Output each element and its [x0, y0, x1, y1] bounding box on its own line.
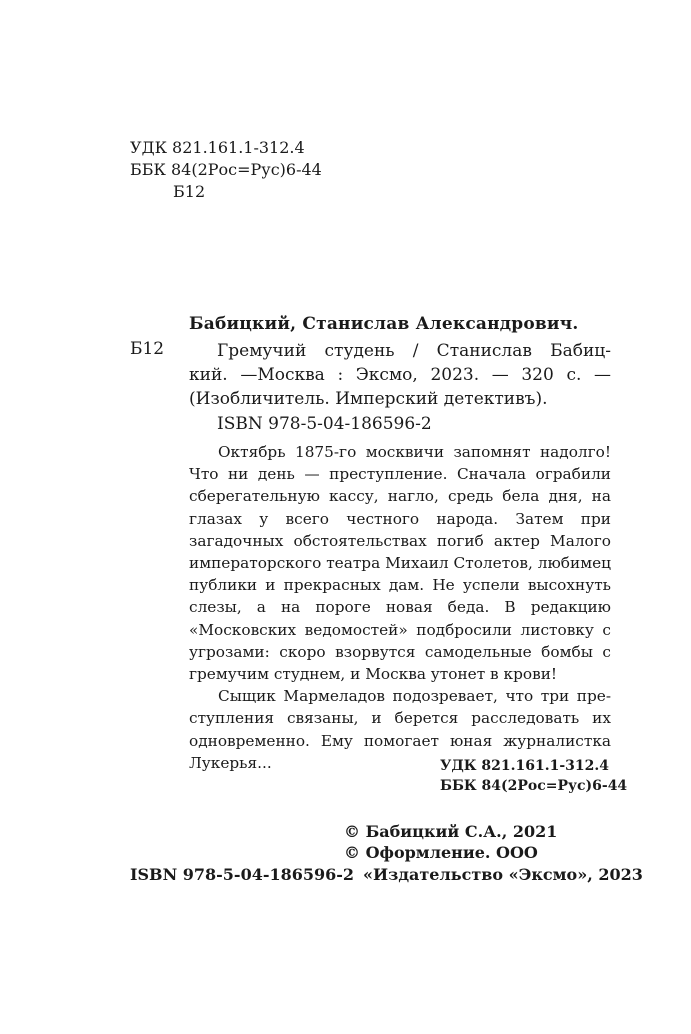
- author-mark-top: Б12: [173, 182, 206, 201]
- annotation-paragraph: Сыщик Мармеладов подозревает, что три преступления связаны, и берется расследовать их одновременно. Ему помогает юная журналистка Лукерья...: [189, 687, 611, 772]
- description-line: кий. —Москва : Эксмо, 2023. — 320 с. —: [189, 365, 611, 385]
- udk-code-top: УДК 821.161.1-312.4: [130, 138, 305, 157]
- udk-code-bottom: УДК 821.161.1-312.4: [440, 758, 610, 774]
- copyright-design: © Оформление. ООО: [344, 843, 538, 862]
- isbn-record: ISBN 978-5-04-186596-2: [217, 414, 432, 434]
- isbn-bottom: ISBN 978-5-04-186596-2: [130, 865, 355, 884]
- annotation: [189, 441, 611, 774]
- bibliographic-description: [217, 339, 611, 363]
- author-heading: Бабицкий, Станислав Александрович.: [189, 314, 579, 334]
- description-line: Гремучий студень / Станислав Бабиц-: [217, 341, 611, 361]
- bibliographic-description-cont: [189, 363, 611, 411]
- copyright-publisher: «Издательство «Эксмо», 2023: [363, 865, 643, 884]
- bbk-code-bottom: ББК 84(2Рос=Рус)6-44: [440, 778, 628, 794]
- bbk-code-top: ББК 84(2Рос=Рус)6-44: [130, 160, 322, 179]
- copyright-author: © Бабицкий С.А., 2021: [344, 822, 558, 841]
- annotation-paragraph: Октябрь 1875-го москвичи запомнят надолго! Что ни день — преступление. Сначала ограбили сберегательную кассу, нагло, средь бела дня, на глазах у всего честного народа. Затем при загадочных обстоятельствах погиб актер Малого императорского театра Михаил Столетов, любимец публики и прекрасных дам. Не успели высохнуть слезы, а на пороге новая беда. В редакцию «Московских ведомостей» подбросили листовку с угрозами: скоро взорвутся самодельные бомбы с гремучим студнем, и Москва утонет в крови!: [189, 443, 611, 684]
- description-line: (Изобличитель. Имперский детективъ).: [189, 389, 548, 409]
- author-mark: Б12: [130, 339, 165, 359]
